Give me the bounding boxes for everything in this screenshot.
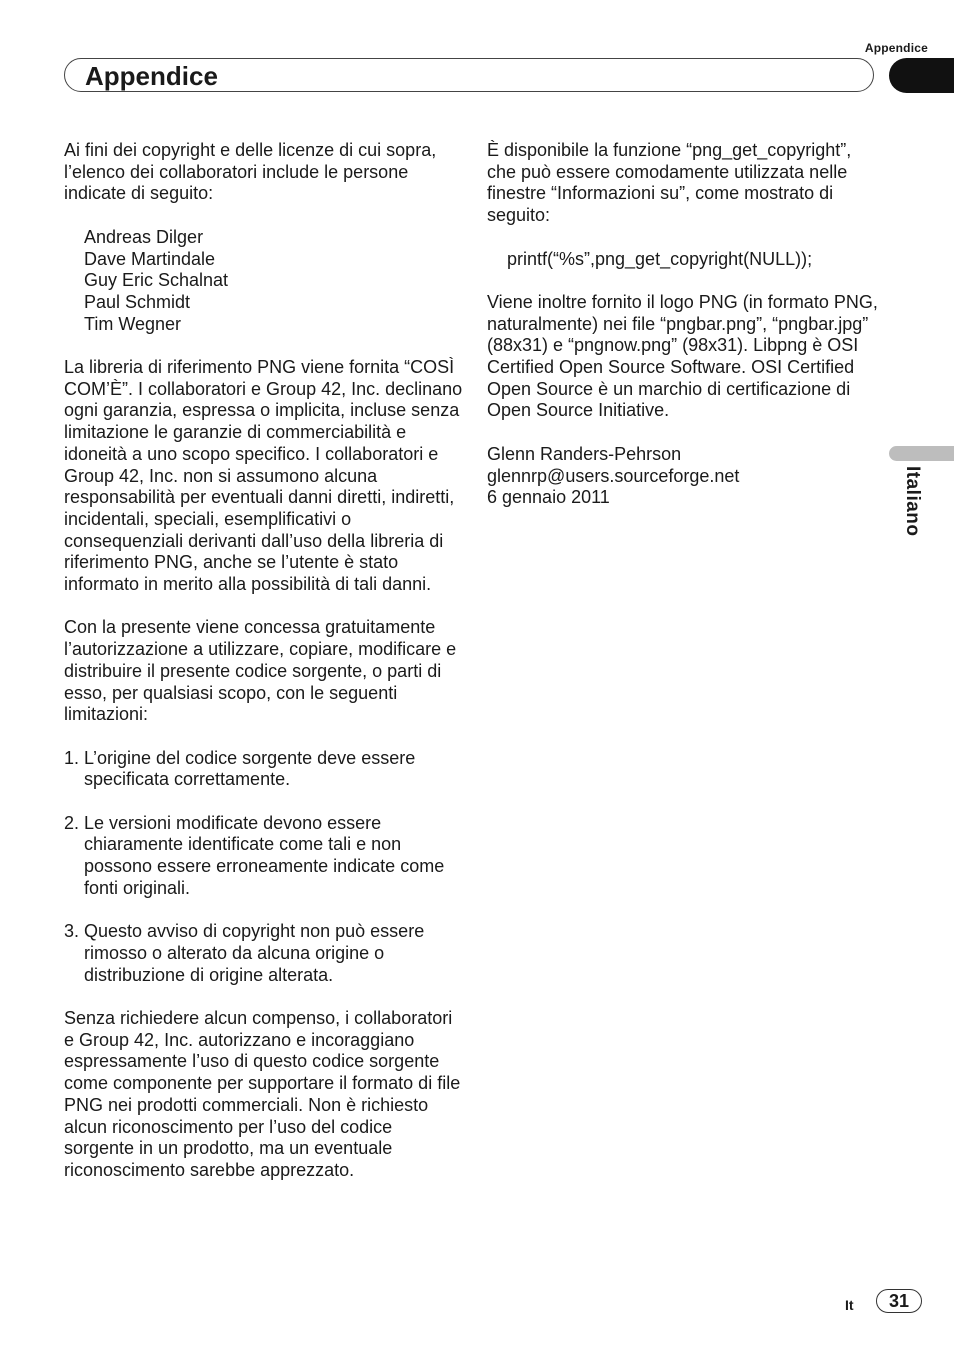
contributors-intro: Ai fini dei copyright e delle licenze di cui sopra, l’elenco dei collaboratori include le persone indicate di seguito: [64,140,437,204]
logo-info-paragraph: Viene inoltre fornito il logo PNG (in formato PNG, naturalmente) nei file “pngbar.png”, “pngbar.jpg” (88x31) e “pngnow.png” (98x31). Libpng è OSI Certified Open Source Software. OSI Certified Open Source è un marchio di certificazione di Open Source Initiative. [487,291,878,421]
condition-item [64,748,464,791]
code-example: printf(“%s”,png_get_copyright(NULL)); [507,248,813,269]
section-tab-marker [889,58,954,93]
page-title: Appendice [85,61,218,91]
running-head: Appendice [864,41,928,55]
right-column [487,140,882,509]
condition-item [64,921,464,986]
function-intro-paragraph: È disponibile la funzione “png_get_copyright”, che può essere comodamente utilizzata nelle finestre “Informazioni su”, come mostrato di seguito: [487,140,852,226]
contributors-list [64,227,464,336]
language-side-label: Italiano [902,466,923,537]
contributor-item: Paul Schmidt [84,291,191,312]
signature-date: 6 gennaio 2011 [487,487,610,508]
condition-text: L’origine del codice sorgente deve essere specificata correttamente. [84,747,416,790]
contributor-item: Andreas Dilger [84,226,204,247]
condition-number: 2. [64,812,80,833]
contributor-item: Guy Eric Schalnat [84,270,229,291]
left-column [64,140,464,1203]
signature-email: glennrp@users.sourceforge.net [487,465,740,486]
condition-text: Questo avviso di copyright non può essere rimosso o alterato da alcuna origine o distribuzione di origine alterata. [84,921,425,985]
section-title-bar [64,58,874,92]
condition-item [64,813,464,900]
signature-block [487,444,882,509]
condition-text: Le versioni modificate devono essere chiaramente identificate come tali e non possono essere erroneamente indicate come fonti originali. [84,812,445,898]
encouragement-paragraph: Senza richiedere alcun compenso, i collaboratori e Group 42, Inc. autorizzano e incoraggiano espressamente l’uso di questo codice sorgente come componente per supportare il formato di file PNG nei prodotti commerciali. Non è richiesto alcun riconoscimento per l’uso del codice sorgente in un prodotto, ma un eventuale riconoscimento sarebbe apprezzato. [64,1008,461,1180]
contributor-item: Tim Wegner [84,313,182,334]
page-number: 31 [876,1289,922,1313]
disclaimer-paragraph: La libreria di riferimento PNG viene fornita “COSÌ COM’È”. I collaboratori e Group 42, Inc. declinano ogni garanzia, espressa o implicita, incluse senza limitazione le garanzie di commerciabilità e idoneità a uno scopo specifico. I collaboratori e Group 42, Inc. non si assumono alcuna responsabilità per eventuali danni diretti, indiretti, incidentali, speciali, esemplificativi o consequenziali derivanti dall’uso della libreria di riferimento PNG, anche se l’utente è stato informato in merito alla possibilità di tali danni. [64,357,463,595]
condition-number: 1. [64,747,80,768]
language-tab-marker [889,446,954,461]
permission-paragraph: Con la presente viene concessa gratuitamente l’autorizzazione a utilizzare, copiare, modificare e distribuire il presente codice sorgente, o parti di esso, per qualsiasi scopo, con le seguenti limitazioni: [64,617,457,725]
footer-language-code: It [845,1297,854,1313]
signature-name: Glenn Randers-Pehrson [487,443,682,464]
condition-number: 3. [64,921,80,942]
contributor-item: Dave Martindale [84,248,216,269]
